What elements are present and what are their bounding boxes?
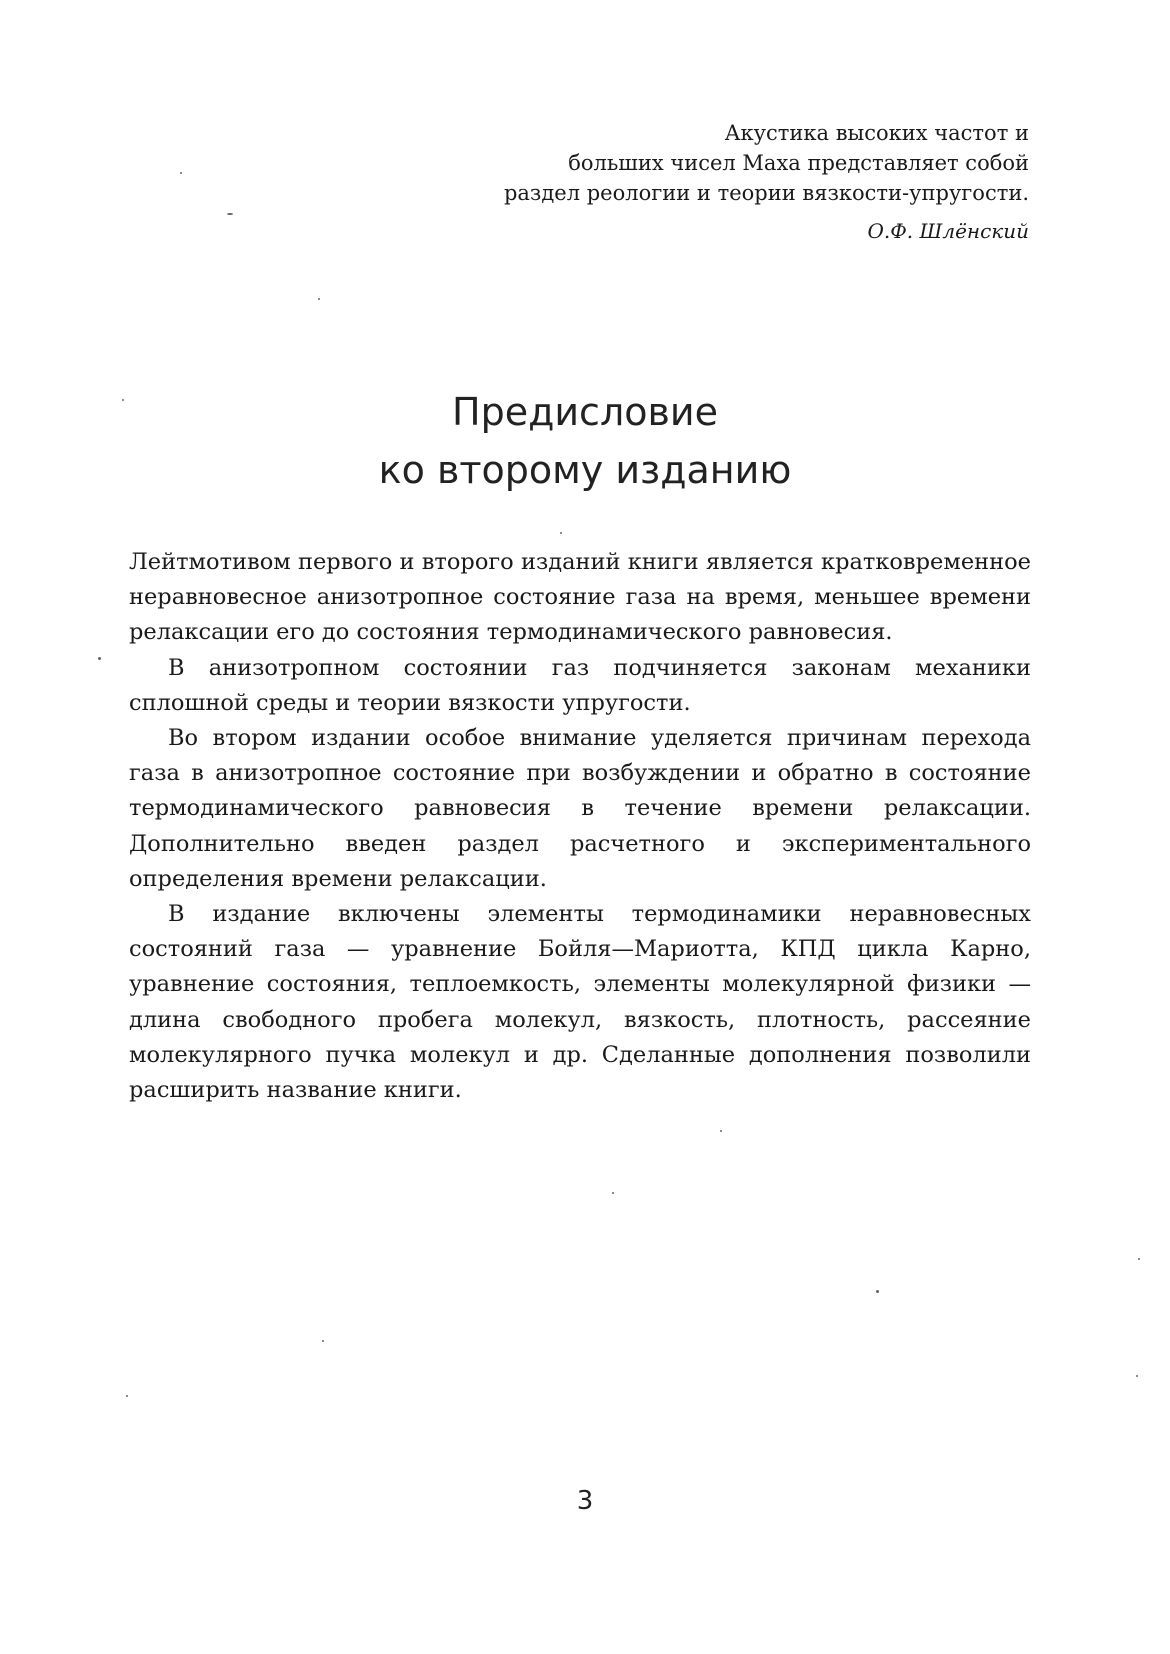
scan-speck xyxy=(318,298,320,300)
epigraph xyxy=(480,118,1029,246)
epigraph-line: Акустика высоких частот и xyxy=(724,121,1029,145)
page-title xyxy=(0,383,1170,499)
title-line-1: Предисловие xyxy=(452,390,718,434)
body-text xyxy=(129,545,1031,1108)
epigraph-line: раздел реологии и теории вязкости-упругости. xyxy=(503,181,1029,205)
scan-speck xyxy=(720,1130,722,1132)
scan-speck xyxy=(98,657,101,660)
paragraph: В анизотропном состоянии газ подчиняется законам механики сплошной среды и теории вязкости упругости. xyxy=(129,654,1031,716)
scan-speck xyxy=(876,1290,879,1293)
scan-speck xyxy=(612,1192,614,1194)
epigraph-line: больших чисел Маха представляет собой xyxy=(568,151,1029,175)
paragraph: Во втором издании особое внимание уделяется причинам перехода газа в анизотропное состояние при возбуждении и обратно в состояние термодинамического равновесия в течение времени релаксации. Дополнительно введен раздел расчетного и экспериментального определения времени релаксации. xyxy=(129,725,1031,892)
scan-speck xyxy=(560,532,562,534)
scan-speck xyxy=(227,213,233,215)
title-line-2: ко второму изданию xyxy=(378,448,792,492)
scan-speck xyxy=(126,1395,128,1397)
scan-speck xyxy=(1136,1375,1138,1377)
scan-speck xyxy=(322,1340,324,1342)
epigraph-author: О.Ф. Шлёнский xyxy=(867,219,1029,243)
paragraph: Лейтмотивом первого и второго изданий книги является кратковременное неравновесное анизотропное состояние газа на время, меньшее времени релаксации его до состояния термодинамического равновесия. xyxy=(129,549,1031,646)
scan-speck xyxy=(180,172,182,174)
paragraph: В издание включены элементы термодинамики неравновесных состояний газа — уравнение Бойля—Мариотта, КПД цикла Карно, уравнение состояния, теплоемкость, элементы молекулярной физики — длина свободного пробега молекул, вязкость, плотность, рассеяние молекулярного пучка молекул и др. Сделанные дополнения позволили расширить название книги. xyxy=(129,901,1031,1104)
scan-speck xyxy=(1138,1258,1140,1260)
scan-speck xyxy=(122,399,124,401)
page-number: 3 xyxy=(576,1486,594,1516)
